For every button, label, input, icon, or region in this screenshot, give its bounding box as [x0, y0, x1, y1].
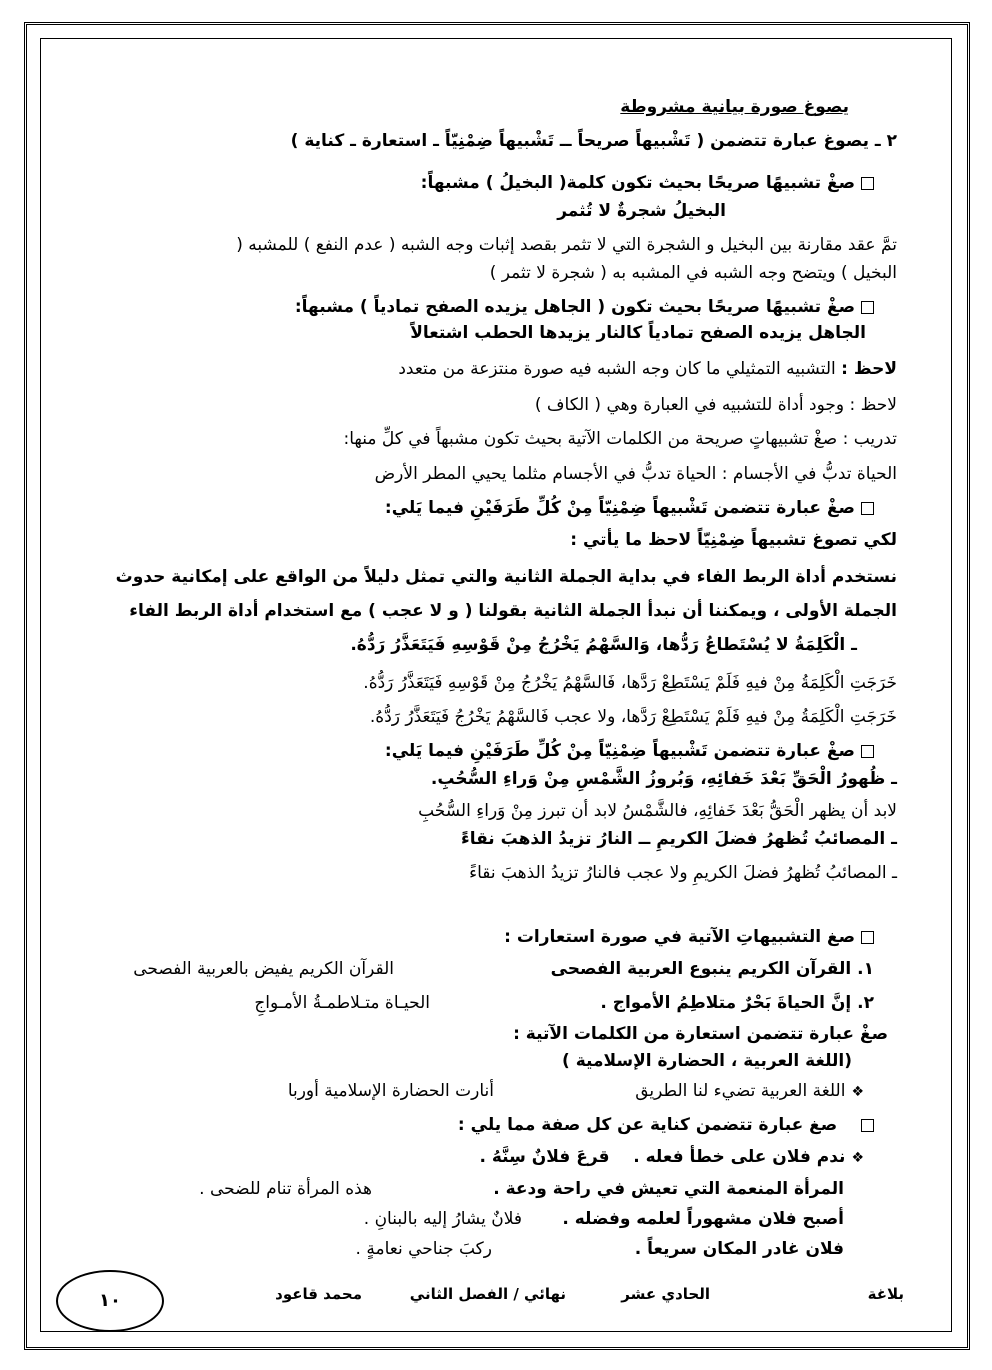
- example-1-answer-2: خَرَجَتِ الْكَلِمَةُ مِنْ فيهِ فَلَمْ يَسْتَطِعْ رَدَّها، ولا عجب فَالسَّهْمُ يَخْرُجُ فَيَتَعَذَّرُ رَدُّهُ.: [369, 707, 897, 727]
- example-1-answer-1: خَرَجَتِ الْكَلِمَةُ مِنْ فيهِ فَلَمْ يَسْتَطِعْ رَدَّها، فَالسَّهْمُ يَخْرُجُ مِنْ قَوْسِهِ فَيَتَعَذَّرُ رَدُّهُ.: [363, 673, 897, 693]
- question-3-note: لكي تصوغ تشبيهاً ضِمْنِيّاً لاحظ ما يأتي :: [570, 530, 897, 550]
- question-6-answer-2: أنارت الحضارة الإسلامية أوربا: [287, 1081, 494, 1101]
- training: تدريب : صغْ تشبيهاتٍ صريحة من الكلمات الآتية بحيث تكون مشبهاً في كلِّ منها:: [343, 429, 897, 449]
- question-6-answer-1: ❖اللغة العربية تضيء لنا الطريق: [635, 1081, 864, 1101]
- kinaya-3: أصبح فلان مشهوراً لعلمه وفضله .: [562, 1209, 844, 1229]
- example-3-answer: ـ المصائبُ تُظهرُ فضلَ الكريمِ ولا عجب فالنارُ تزيدُ الذهبَ نقاءً: [469, 863, 897, 883]
- explanation-1b: البخيل ) ويتضح وجه الشبه في المشبه به ( شجرة لا تثمر ): [489, 263, 897, 283]
- example-1: ـ الْكَلِمَةُ لا يُسْتَطاعُ رَدُّها، وَالسَّهْمُ يَخْرُجُ مِنْ قَوْسِهِ فَيَتَعَذَّرُ رَدُّهُ.: [350, 635, 857, 655]
- footer-subject: بلاغة: [867, 1285, 904, 1303]
- question-2: صغْ تشبيهًا صريحًا بحيث تكون ( الجاهل يزيده الصفح تمادياً ) مشبهاً:: [295, 296, 874, 318]
- note-1: لاحظ : التشبيه التمثيلي ما كان وجه الشبه فيه صورة منتزعة من متعدد: [398, 359, 897, 379]
- explanation-1a: تمَّ عقد مقارنة بين البخيل و الشجرة التي لا تثمر بقصد إثبات وجه الشبه ( عدم النفع ) للمشبه (: [236, 235, 897, 255]
- sentence-2-answer: الحيـاة متـلاطمـةُ الأمـواجِ: [254, 993, 430, 1013]
- question-1: صغْ تشبيهًا صريحًا بحيث تكون كلمة( البخيلُ ) مشبهاً:: [421, 172, 874, 194]
- kinaya-4: فلان غادر المكان سريعاً .: [634, 1239, 844, 1259]
- kinaya-4-answer: ركبَ جناحي نعامةٍ .: [355, 1239, 492, 1259]
- question-6: صغْ عبارة تتضمن استعارة من الكلمات الآتية :: [513, 1024, 888, 1044]
- checkbox-icon: [861, 745, 874, 758]
- diamond-bullet-icon: ❖: [851, 1084, 864, 1100]
- kinaya-2: المرأة المنعمة التي تعيش في راحة ودعة .: [493, 1179, 844, 1199]
- question-3: صغْ عبارة تتضمن تَشْبيهاً ضِمْنِيّاً مِنْ كُلِّ طَرَفَيْنِ فيما يَلي:: [385, 497, 874, 519]
- page-number: ١٠: [56, 1270, 164, 1332]
- kinaya-1: ❖ندم فلان على خطأ فعله . قرعَ فلانٌ سِنَّهُ .: [479, 1147, 864, 1167]
- question-5: صغ التشبيهاتِ الآتية في صورة استعارات :: [504, 926, 874, 948]
- example-2-answer: لابد أن يظهر الْحَقُّ بَعْدَ خَفائِهِ، فالشَّمْسُ لابد أن تبرز مِنْ وَراءِ السُّحُبِ: [418, 801, 897, 821]
- footer-author: محمد قاعود: [275, 1285, 362, 1303]
- footer-grade: الحادي عشر: [621, 1285, 710, 1303]
- kinaya-2-answer: هذه المرأة تنام للضحى .: [199, 1179, 372, 1199]
- task-line: ٢ ـ يصوغ عبارة تتضمن ( تَشْبيهاً صريحاً ــ تَشْبيهاً ضِمْنِيّاً ـ استعارة ـ كناية ): [290, 131, 897, 151]
- example-2: ـ ظُهورُ الْحَقِّ بَعْدَ خَفائِهِ، وَبُروزُ الشَّمْسِ مِنْ وَراءِ السُّحُبِ.: [430, 769, 897, 789]
- question-6-words: (اللغة العربية ، الحضارة الإسلامية ): [562, 1051, 852, 1071]
- question-4: صغْ عبارة تتضمن تَشْبيهاً ضِمْنِيّاً مِنْ كُلِّ طَرَفَيْنِ فيما يَلي:: [385, 740, 874, 762]
- sentence-1: ١. القرآن الكريم ينبوع العربية الفصحى: [550, 959, 874, 979]
- checkbox-icon: [861, 502, 874, 515]
- checkbox-icon: [861, 177, 874, 190]
- kinaya-3-answer: فلانٌ يشارُ إليه بالبنانِ .: [363, 1209, 522, 1229]
- answer-2: الجاهل يزيده الصفح تمادياً كالنار يزيدها الحطب اشتعالاً: [410, 323, 866, 343]
- rule-2: الجملة الأولى ، ويمكننا أن نبدأ الجملة الثانية بقولنا ( و لا عجب ) مع استخدام أداة الربط الفاء: [129, 601, 897, 621]
- heading: يصوغ صورة بيانية مشروطة: [620, 97, 849, 117]
- question-7: صغ عبارة تتضمن كناية عن كل صفة مما يلي :: [458, 1114, 874, 1136]
- example-3: ـ المصائبُ تُظهرُ فضلَ الكريمِ ــ النارُ تزيدُ الذهبَ نقاءً: [461, 829, 897, 849]
- footer-term: نهائي / الفصل الثاني: [409, 1285, 566, 1303]
- checkbox-icon: [861, 1119, 874, 1132]
- answer-1: البخيلُ شجرةٌ لا تُثمر: [557, 201, 726, 221]
- diamond-bullet-icon: ❖: [851, 1150, 864, 1166]
- sentence-1-answer: القرآن الكريم يفيض بالعربية الفصحى: [133, 959, 394, 979]
- training-answer: الحياة تدبُّ في الأجسام : الحياة تدبُّ في الأجسام مثلما يحيي المطر الأرض: [374, 464, 897, 484]
- sentence-2: ٢. إنَّ الحياةَ بَحْرٌ متلاطِمُ الأمواج .: [600, 993, 874, 1013]
- rule-1: نستخدم أداة الربط الفاء في بداية الجملة الثانية والتي تمثل دليلاً من الواقع على إمكانية حدوث: [115, 567, 897, 587]
- checkbox-icon: [861, 301, 874, 314]
- checkbox-icon: [861, 931, 874, 944]
- note-2: لاحظ : وجود أداة للتشبيه في العبارة وهي ( الكاف ): [534, 395, 897, 415]
